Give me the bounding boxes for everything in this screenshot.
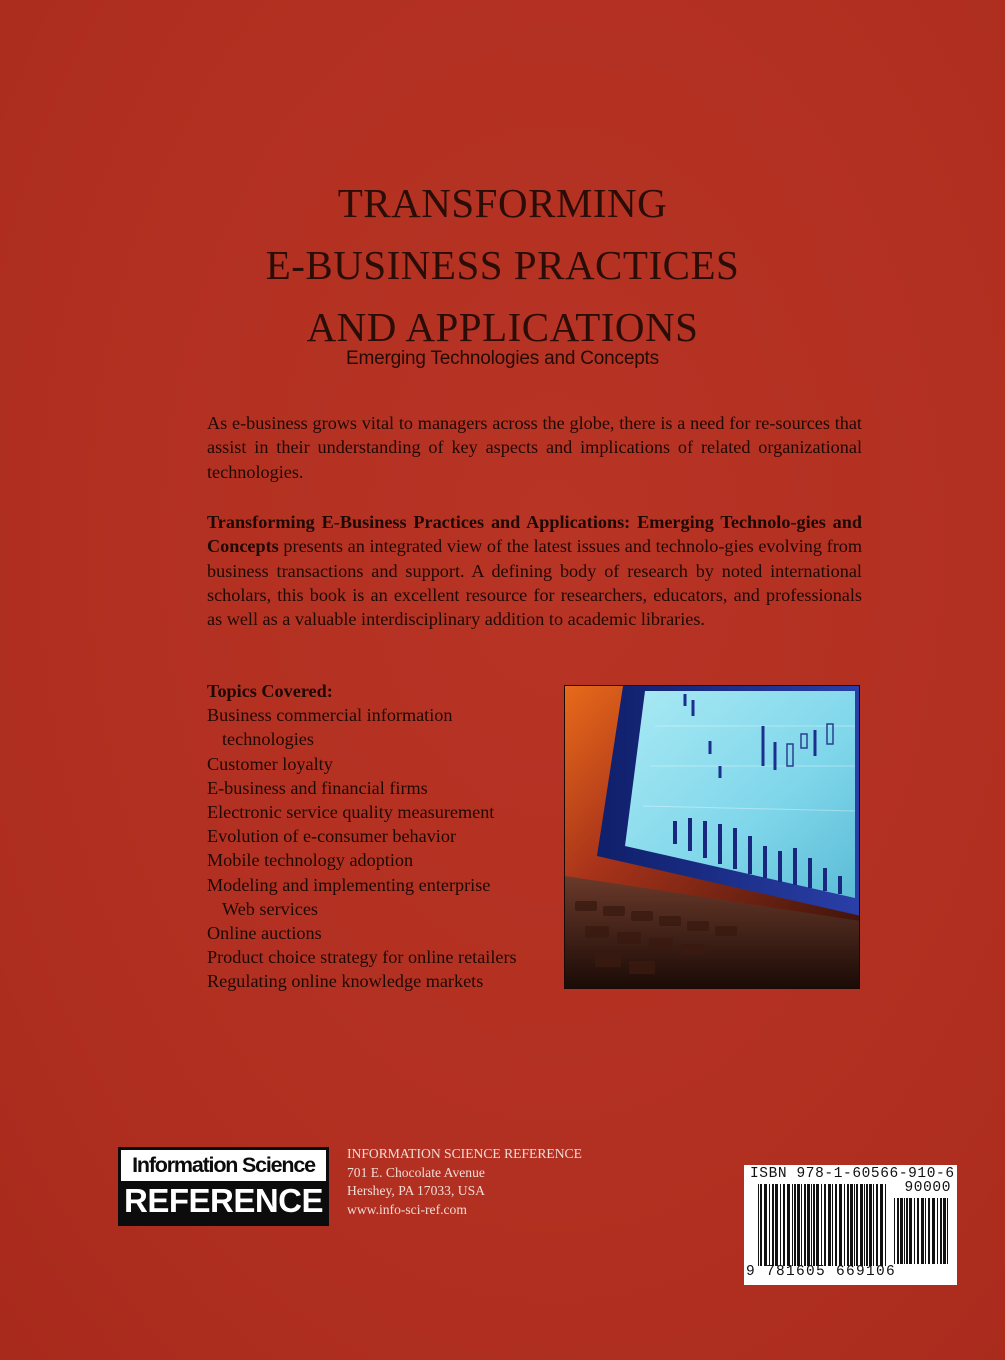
intro-paragraph: As e-business grows vital to managers across the globe, there is a need for re-sources that assist in their understanding of key aspects and implications of related organizational technologies. (207, 413, 862, 482)
barcode-bar (828, 1184, 831, 1266)
barcode-bar (869, 1184, 872, 1266)
isbn-barcode (744, 1165, 957, 1285)
topic-text: Electronic service quality measurement (207, 802, 495, 823)
barcode-bar (847, 1184, 849, 1266)
barcode-bar (943, 1198, 946, 1264)
barcode-bar (876, 1184, 878, 1266)
barcode-bar (917, 1198, 919, 1264)
barcode-bar (937, 1198, 938, 1264)
publisher-web: www.info-sci-ref.com (347, 1201, 467, 1217)
topic-text: Regulating online knowledge markets (207, 971, 484, 992)
topic-item (207, 703, 567, 751)
barcode-bar (813, 1184, 815, 1266)
title-line-2: E-BUSINESS PRACTICES (265, 242, 740, 288)
topic-text-continued: technologies (222, 729, 314, 750)
barcode-bar (873, 1184, 874, 1266)
barcode-bar (850, 1184, 853, 1266)
publisher-city: Hershey, PA 17033, USA (347, 1183, 485, 1198)
barcode-bar (925, 1198, 926, 1264)
publisher-name: INFORMATION SCIENCE REFERENCE (347, 1146, 582, 1161)
barcode-bar (797, 1184, 800, 1266)
laptop-stock-chart-photo (564, 685, 860, 989)
topic-item (207, 800, 567, 824)
barcode-bar (897, 1198, 899, 1264)
barcode-bar (864, 1184, 865, 1266)
barcode-bar (856, 1184, 858, 1266)
isbn-number: ISBN 978-1-60566-910-6 (750, 1166, 955, 1182)
topics-list (207, 679, 567, 994)
barcode-bar (775, 1184, 778, 1266)
topic-item (207, 945, 567, 969)
barcode-bar (801, 1184, 802, 1266)
barcode-bar (921, 1198, 924, 1264)
barcode-bar (839, 1184, 842, 1266)
barcode-bar (792, 1184, 793, 1266)
book-title (0, 172, 1005, 358)
price-code: 90000 (904, 1180, 951, 1196)
barcode-bar (854, 1184, 855, 1266)
barcode-bar (860, 1184, 863, 1266)
barcode-bar (904, 1198, 905, 1264)
barcode-bar (764, 1184, 767, 1266)
barcode-bar (783, 1184, 785, 1266)
barcode-bar (880, 1184, 883, 1266)
barcode-bar (885, 1184, 886, 1266)
barcode-bar (947, 1198, 948, 1264)
topic-text: E-business and financial firms (207, 777, 428, 798)
title-line-1: TRANSFORMING (337, 180, 668, 226)
barcode-bar (772, 1184, 774, 1266)
topic-text: Mobile technology adoption (207, 850, 414, 871)
barcode-bar (894, 1198, 895, 1264)
barcode-bar (787, 1184, 790, 1266)
barcode-bar (835, 1184, 837, 1266)
barcode-bar (928, 1198, 930, 1264)
publisher-logo (118, 1147, 329, 1226)
topic-text: Customer loyalty (207, 753, 333, 774)
barcode-bar (932, 1198, 935, 1264)
topics-heading: Topics Covered: (207, 681, 333, 701)
description-bold-title: Transforming E-Business Practices and Applications: Emerging Technolo-gies and Concepts (207, 512, 862, 557)
publisher-address (347, 1145, 582, 1219)
barcode-bar (758, 1184, 759, 1266)
barcode-bar (866, 1184, 868, 1266)
description-text: presents an integrated view of the latest issues and technolo-gies evolving from business transactions and support. A defining body of research by noted international scholars, this book is an excellent resource for researchers, educators, and professionals as well as a valuable interdisciplinary addition to academic libraries. (207, 536, 862, 630)
logo-top-text: Information Science (121, 1150, 326, 1181)
barcode-bar (824, 1184, 826, 1266)
barcode-bar (909, 1198, 912, 1264)
barcode-bar (794, 1184, 796, 1266)
topic-text: Business commercial information (207, 705, 453, 726)
barcode-bar (914, 1198, 915, 1264)
barcode-bar (821, 1184, 822, 1266)
topic-text: Modeling and implementing enterprise (207, 874, 491, 895)
barcode-bar (811, 1184, 812, 1266)
barcode-bar (760, 1184, 762, 1266)
topic-item (207, 776, 567, 800)
topic-text: Online auctions (207, 923, 322, 944)
barcode-bar (900, 1198, 903, 1264)
barcode-bar (807, 1184, 810, 1266)
topic-item (207, 848, 567, 872)
ean-digits: 9 781605 669106 (746, 1264, 897, 1280)
barcode-bar (844, 1184, 845, 1266)
barcode-bar (780, 1184, 781, 1266)
title-line-3: AND APPLICATIONS (306, 304, 699, 350)
barcode-bar (804, 1184, 806, 1266)
topic-item (207, 873, 567, 921)
topic-item (207, 969, 567, 993)
book-subtitle: Emerging Technologies and Concepts (346, 348, 659, 369)
publisher-street: 701 E. Chocolate Avenue (347, 1164, 485, 1180)
ean-barcode-bars (758, 1184, 888, 1266)
topic-text: Evolution of e-consumer behavior (207, 826, 456, 847)
addon-barcode-bars (894, 1198, 950, 1264)
topic-item (207, 921, 567, 945)
topic-text: Product choice strategy for online retailers (207, 947, 517, 968)
logo-bottom-text: REFERENCE (123, 1182, 324, 1219)
barcode-bar (769, 1184, 770, 1266)
barcode-bar (906, 1198, 908, 1264)
topic-text-continued: Web services (222, 898, 318, 919)
barcode-bar (816, 1184, 819, 1266)
barcode-bar (832, 1184, 833, 1266)
topic-item (207, 752, 567, 776)
description-paragraph (207, 510, 862, 631)
barcode-bar (940, 1198, 942, 1264)
topic-item (207, 824, 567, 848)
